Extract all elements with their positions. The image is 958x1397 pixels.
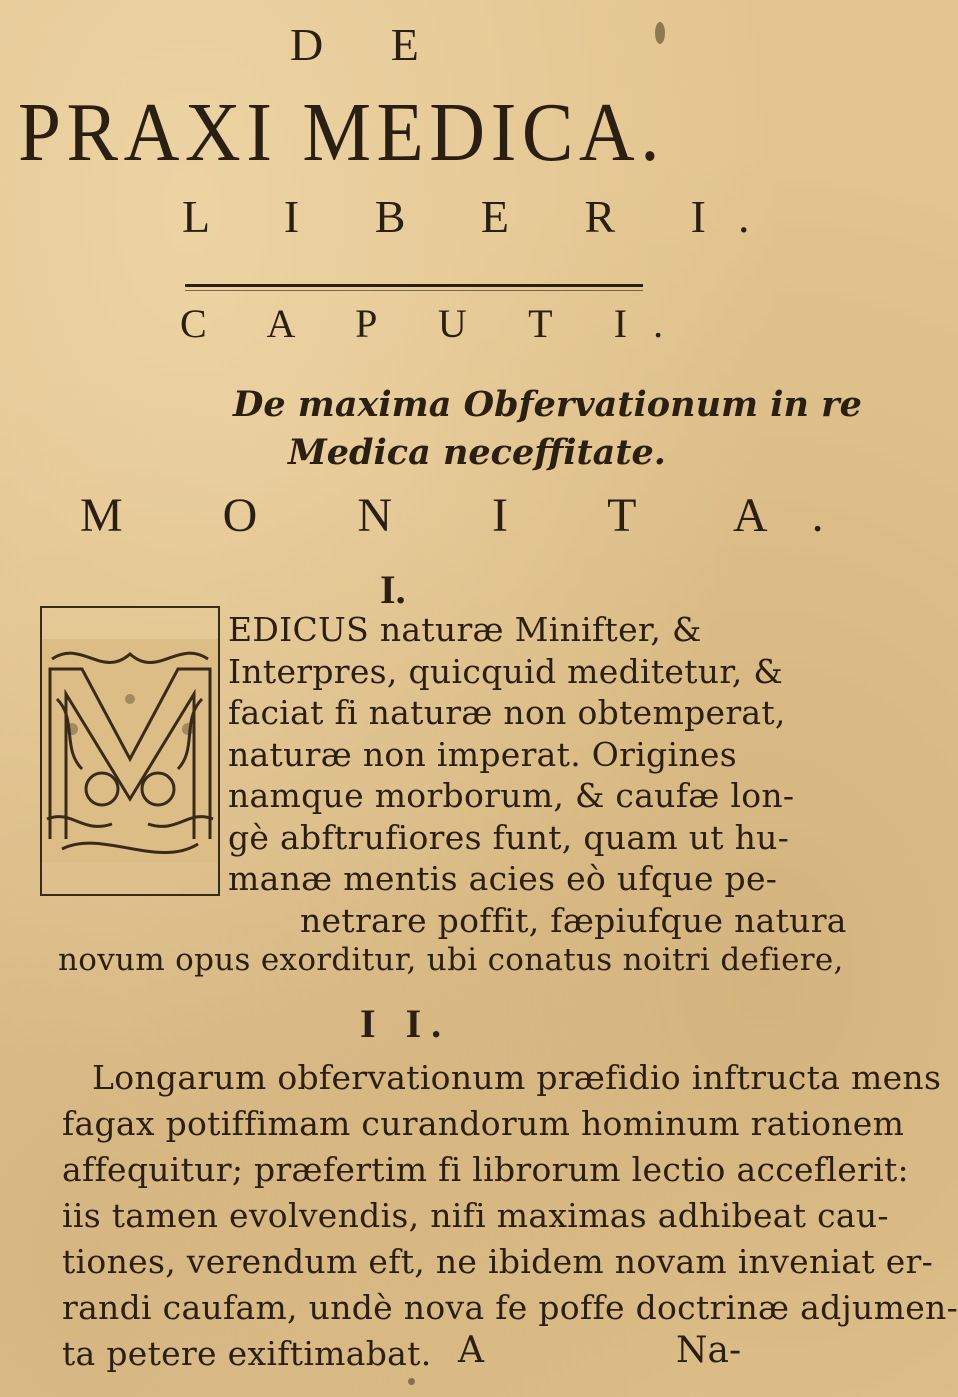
- paragraph1-line: novum opus exorditur, ubi conatus noitri defiere,: [58, 942, 844, 978]
- book-title: PRAXI MEDICA.: [18, 86, 666, 179]
- section-heading: M O N I T A.: [80, 489, 868, 542]
- title-rule-thin: [185, 290, 643, 291]
- paragraph1-line: naturæ non imperat. Origines: [228, 734, 737, 774]
- paragraph2-line: Longarum obfervationum præfidio inftructa mens: [92, 1058, 942, 1097]
- paragraph1-line: faciat fi naturæ non obtemperat,: [228, 693, 786, 732]
- paragraph1-line: netrare poffit, fæpiufque natura: [300, 900, 847, 940]
- initial-letter: [42, 608, 218, 894]
- paragraph2-line: iis tamen evolvendis, nifi maximas adhibeat cau-: [62, 1196, 889, 1235]
- signature-mark: A: [458, 1330, 484, 1371]
- chapter-heading: C A P U T I.: [180, 301, 690, 346]
- paragraph1-line: EDICUS naturæ Minifter, &: [228, 610, 702, 649]
- paragraph1-line: namque morborum, & caufæ lon-: [228, 776, 795, 815]
- heading-de: D E: [290, 19, 447, 70]
- ink-spot: [655, 22, 665, 44]
- paragraph2-line: fagax potiffimam curandorum hominum rationem: [62, 1104, 905, 1143]
- ink-spot: [408, 1378, 415, 1385]
- decorated-initial: [40, 606, 220, 896]
- paragraph2-line: tiones, verendum eft, ne ibidem novam inveniat er-: [62, 1242, 934, 1281]
- paragraph2-line: affequitur; præfertim fi librorum lectio acceflerit:: [62, 1150, 909, 1189]
- paragraph-number-1: I.: [380, 567, 406, 612]
- chapter-subtitle-line2: Medica neceffitate.: [288, 432, 666, 473]
- title-rule: [185, 284, 643, 287]
- paragraph1-line: gè abftrufiores funt, quam ut hu-: [228, 817, 790, 857]
- paragraph1-line: Interpres, quicquid meditetur, &: [228, 651, 784, 691]
- paragraph2-line: randi caufam, undè nova fe poffe doctrinæ adjumen-: [62, 1288, 958, 1327]
- paragraph2-line: ta petere exiftimabat.: [62, 1334, 432, 1373]
- paragraph-number-2: I I.: [360, 1001, 452, 1046]
- paragraph1-line: manæ mentis acies eò ufque pe-: [228, 859, 778, 898]
- book-liber: L I B E R I.: [182, 191, 782, 242]
- chapter-subtitle-line1: De maxima Obfervationum in re: [233, 384, 862, 425]
- catchword: Na-: [676, 1330, 742, 1371]
